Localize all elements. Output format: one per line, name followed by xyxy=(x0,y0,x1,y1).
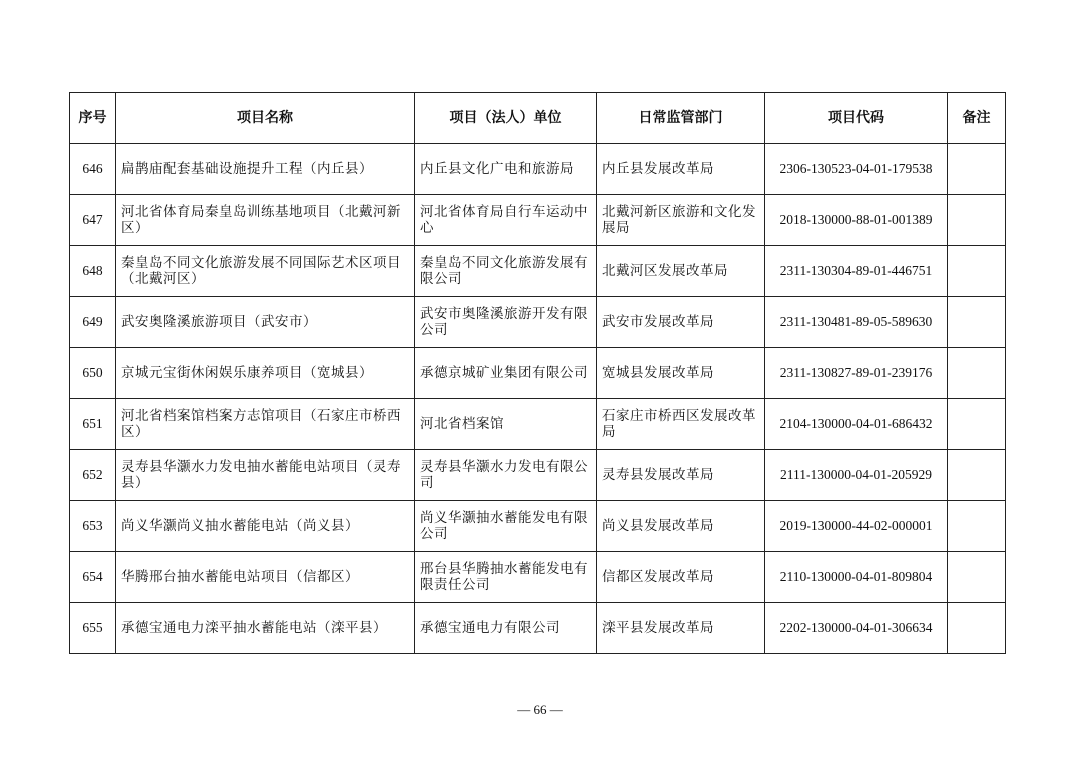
cell-code: 2110-130000-04-01-809804 xyxy=(765,552,948,603)
cell-project-name: 河北省档案馆档案方志馆项目（石家庄市桥西区） xyxy=(116,399,415,450)
cell-dept: 北戴河新区旅游和文化发展局 xyxy=(597,195,765,246)
cell-note xyxy=(948,552,1006,603)
cell-project-name: 灵寿县华灏水力发电抽水蓄能电站项目（灵寿县） xyxy=(116,450,415,501)
table-row xyxy=(70,246,1006,297)
cell-note xyxy=(948,144,1006,195)
cell-code: 2202-130000-04-01-306634 xyxy=(765,603,948,654)
cell-unit: 承德宝通电力有限公司 xyxy=(415,603,597,654)
cell-dept: 灵寿县发展改革局 xyxy=(597,450,765,501)
cell-code: 2306-130523-04-01-179538 xyxy=(765,144,948,195)
table-row xyxy=(70,501,1006,552)
cell-dept: 滦平县发展改革局 xyxy=(597,603,765,654)
cell-note xyxy=(948,501,1006,552)
cell-dept: 石家庄市桥西区发展改革局 xyxy=(597,399,765,450)
cell-unit: 灵寿县华灏水力发电有限公司 xyxy=(415,450,597,501)
cell-note xyxy=(948,348,1006,399)
cell-serial: 651 xyxy=(70,399,116,450)
cell-dept: 内丘县发展改革局 xyxy=(597,144,765,195)
cell-unit: 秦皇岛不同文化旅游发展有限公司 xyxy=(415,246,597,297)
cell-unit: 河北省体育局自行车运动中心 xyxy=(415,195,597,246)
cell-dept: 信都区发展改革局 xyxy=(597,552,765,603)
cell-serial: 650 xyxy=(70,348,116,399)
cell-note xyxy=(948,450,1006,501)
table-row xyxy=(70,348,1006,399)
table-row xyxy=(70,450,1006,501)
header-note: 备注 xyxy=(948,93,1006,144)
header-unit: 项目（法人）单位 xyxy=(415,93,597,144)
table-row xyxy=(70,195,1006,246)
cell-project-name: 京城元宝街休闲娱乐康养项目（宽城县） xyxy=(116,348,415,399)
cell-note xyxy=(948,603,1006,654)
table-row xyxy=(70,552,1006,603)
cell-serial: 647 xyxy=(70,195,116,246)
table-header-row xyxy=(70,93,1006,144)
header-serial: 序号 xyxy=(70,93,116,144)
cell-serial: 655 xyxy=(70,603,116,654)
header-dept: 日常监管部门 xyxy=(597,93,765,144)
cell-project-name: 华腾邢台抽水蓄能电站项目（信都区） xyxy=(116,552,415,603)
cell-code: 2311-130481-89-05-589630 xyxy=(765,297,948,348)
cell-serial: 654 xyxy=(70,552,116,603)
table-row xyxy=(70,399,1006,450)
table-row xyxy=(70,603,1006,654)
cell-code: 2311-130827-89-01-239176 xyxy=(765,348,948,399)
cell-project-name: 秦皇岛不同文化旅游发展不同国际艺术区项目（北戴河区） xyxy=(116,246,415,297)
cell-dept: 尚义县发展改革局 xyxy=(597,501,765,552)
cell-dept: 武安市发展改革局 xyxy=(597,297,765,348)
cell-note xyxy=(948,297,1006,348)
cell-note xyxy=(948,195,1006,246)
cell-serial: 653 xyxy=(70,501,116,552)
cell-note xyxy=(948,399,1006,450)
cell-code: 2311-130304-89-01-446751 xyxy=(765,246,948,297)
cell-dept: 宽城县发展改革局 xyxy=(597,348,765,399)
table-row xyxy=(70,144,1006,195)
page-number: — 66 — xyxy=(517,702,563,717)
cell-unit: 承德京城矿业集团有限公司 xyxy=(415,348,597,399)
cell-project-name: 承德宝通电力滦平抽水蓄能电站（滦平县） xyxy=(116,603,415,654)
cell-note xyxy=(948,246,1006,297)
table-row xyxy=(70,297,1006,348)
cell-serial: 652 xyxy=(70,450,116,501)
cell-project-name: 扁鹊庙配套基础设施提升工程（内丘县） xyxy=(116,144,415,195)
cell-unit: 尚义华灏抽水蓄能发电有限公司 xyxy=(415,501,597,552)
cell-project-name: 尚义华灏尚义抽水蓄能电站（尚义县） xyxy=(116,501,415,552)
cell-unit: 河北省档案馆 xyxy=(415,399,597,450)
project-table xyxy=(69,92,1006,654)
header-code: 项目代码 xyxy=(765,93,948,144)
cell-unit: 内丘县文化广电和旅游局 xyxy=(415,144,597,195)
cell-project-name: 河北省体育局秦皇岛训练基地项目（北戴河新区） xyxy=(116,195,415,246)
header-project-name: 项目名称 xyxy=(116,93,415,144)
cell-code: 2104-130000-04-01-686432 xyxy=(765,399,948,450)
cell-serial: 646 xyxy=(70,144,116,195)
cell-code: 2018-130000-88-01-001389 xyxy=(765,195,948,246)
cell-serial: 648 xyxy=(70,246,116,297)
cell-unit: 邢台县华腾抽水蓄能发电有限责任公司 xyxy=(415,552,597,603)
cell-unit: 武安市奥隆溪旅游开发有限公司 xyxy=(415,297,597,348)
cell-code: 2111-130000-04-01-205929 xyxy=(765,450,948,501)
cell-serial: 649 xyxy=(70,297,116,348)
cell-dept: 北戴河区发展改革局 xyxy=(597,246,765,297)
cell-project-name: 武安奥隆溪旅游项目（武安市） xyxy=(116,297,415,348)
cell-code: 2019-130000-44-02-000001 xyxy=(765,501,948,552)
